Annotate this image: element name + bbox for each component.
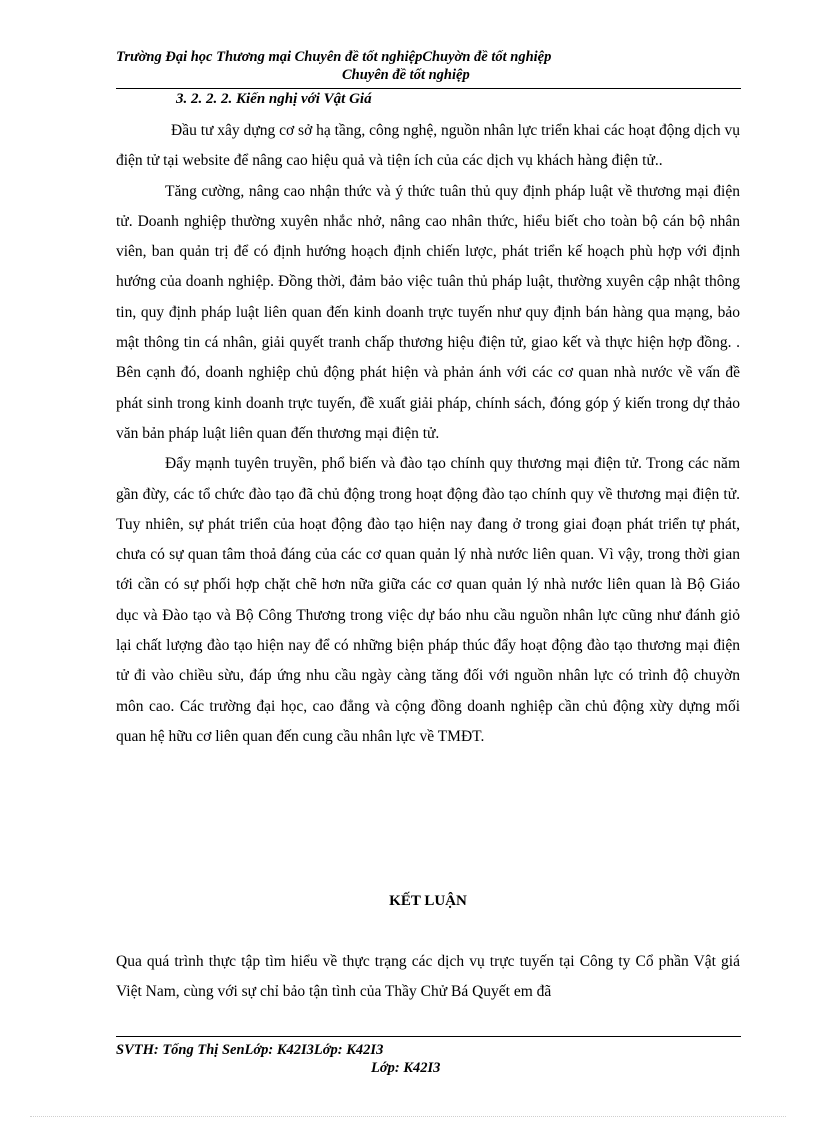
- page-bottom-edge: [30, 1116, 786, 1117]
- paragraph-3: Đẩy mạnh tuyên truyền, phổ biến và đào tạo chính quy thương mại điện tử. Trong các năm gần đừy, các tổ chức đào tạo đã chủ động trong hoạt động đào tạo chính quy về thương mại điện tử. Tuy nhiên, sự phát triển của hoạt động đào tạo hiện nay đang ở trong giai đoạn phát triển tự phát, chưa có sự quan tâm thoả đáng của các cơ quan quản lý nhà nước liên quan. Vì vậy, trong thời gian tới cần có sự phối hợp chặt chẽ hơn nữa giữa các cơ quan quản lý nhà nước liên quan là Bộ Giáo dục và Đào tạo và Bộ Công Thương trong việc dự báo nhu cầu nguồn nhân lực cũng như đánh giỏ lại chất lượng đào tạo hiện nay để có những biện pháp thúc đẩy hoạt động đào tạo thương mại điện tử đi vào chiều sừu, đáp ứng nhu cầu ngày càng tăng đối với nguồn nhân lực có trình độ chuyờn môn cao. Các trường đại học, cao đẳng và cộng đồng doanh nghiệp cần chủ động xừy dựng mối quan hệ hữu cơ liên quan đến cung cầu nhân lực về TMĐT.: [116, 455, 740, 745]
- footer-line-2: Lớp: K42I3: [371, 1060, 441, 1076]
- paragraph-2: Tăng cường, nâng cao nhận thức và ý thức tuân thủ quy định pháp luật về thương mại điện tử. Doanh nghiệp thường xuyên nhắc nhở, nâng cao nhân thức, hiểu biết cho toàn bộ cán bộ nhân viên, ban quản trị để có định hướng hoạch định chiến lược, phát triển kế hoạch phù hợp với định hướng của doanh nghiệp. Đồng thời, đảm bảo việc tuân thủ pháp luật, thường xuyên cập nhật thông tin, quy định pháp luật liên quan đến kinh doanh trực tuyến như quy định bán hàng qua mạng, bảo mật thông tin cá nhân, giải quyết tranh chấp thương hiệu điện tử, giao kết và thực hiện hợp đồng. . Bên cạnh đó, doanh nghiệp chủ động phát hiện và phản ánh với các cơ quan nhà nước về vấn đề phát sinh trong kinh doanh trực tuyến, đề xuất giải pháp, chính sách, đóng góp ý kiến trong dự thảo văn bản pháp luật liên quan đến thương mại điện tử.: [116, 182, 740, 442]
- conclusion-paragraph: Qua quá trình thực tập tìm hiểu về thực trạng các dịch vụ trực tuyến tại Công ty Cổ phần Vật giá Việt Nam, cùng với sự chỉ bảo tận tình của Thầy Chử Bá Quyết em đã: [116, 953, 740, 1001]
- section-title: 3. 2. 2. 2. Kiến nghị với Vật Giá: [176, 91, 372, 107]
- header-line-2: Chuyên đề tốt nghiệp: [342, 67, 470, 83]
- footer-divider: [116, 1036, 741, 1037]
- page-header: [116, 48, 740, 84]
- paragraph-1: Đầu tư xây dựng cơ sở hạ tầng, công nghệ, nguồn nhân lực triển khai các hoạt động dịch vụ điện tử tại website để nâng cao hiệu quả và tiện ích của các dịch vụ khách hàng điện tử..: [116, 122, 740, 170]
- body-text: [116, 116, 740, 752]
- header-divider: [116, 88, 741, 89]
- page-footer: [116, 1041, 740, 1077]
- conclusion-heading: KẾT LUẬN: [389, 893, 467, 909]
- footer-line-1: SVTH: Tống Thị SenLớp: K42I3Lớp: K42I3: [116, 1042, 384, 1058]
- header-line-1: Trường Đại học Thương mại Chuyên đề tốt nghiệpChuyờn đề tốt nghiệp: [116, 49, 552, 65]
